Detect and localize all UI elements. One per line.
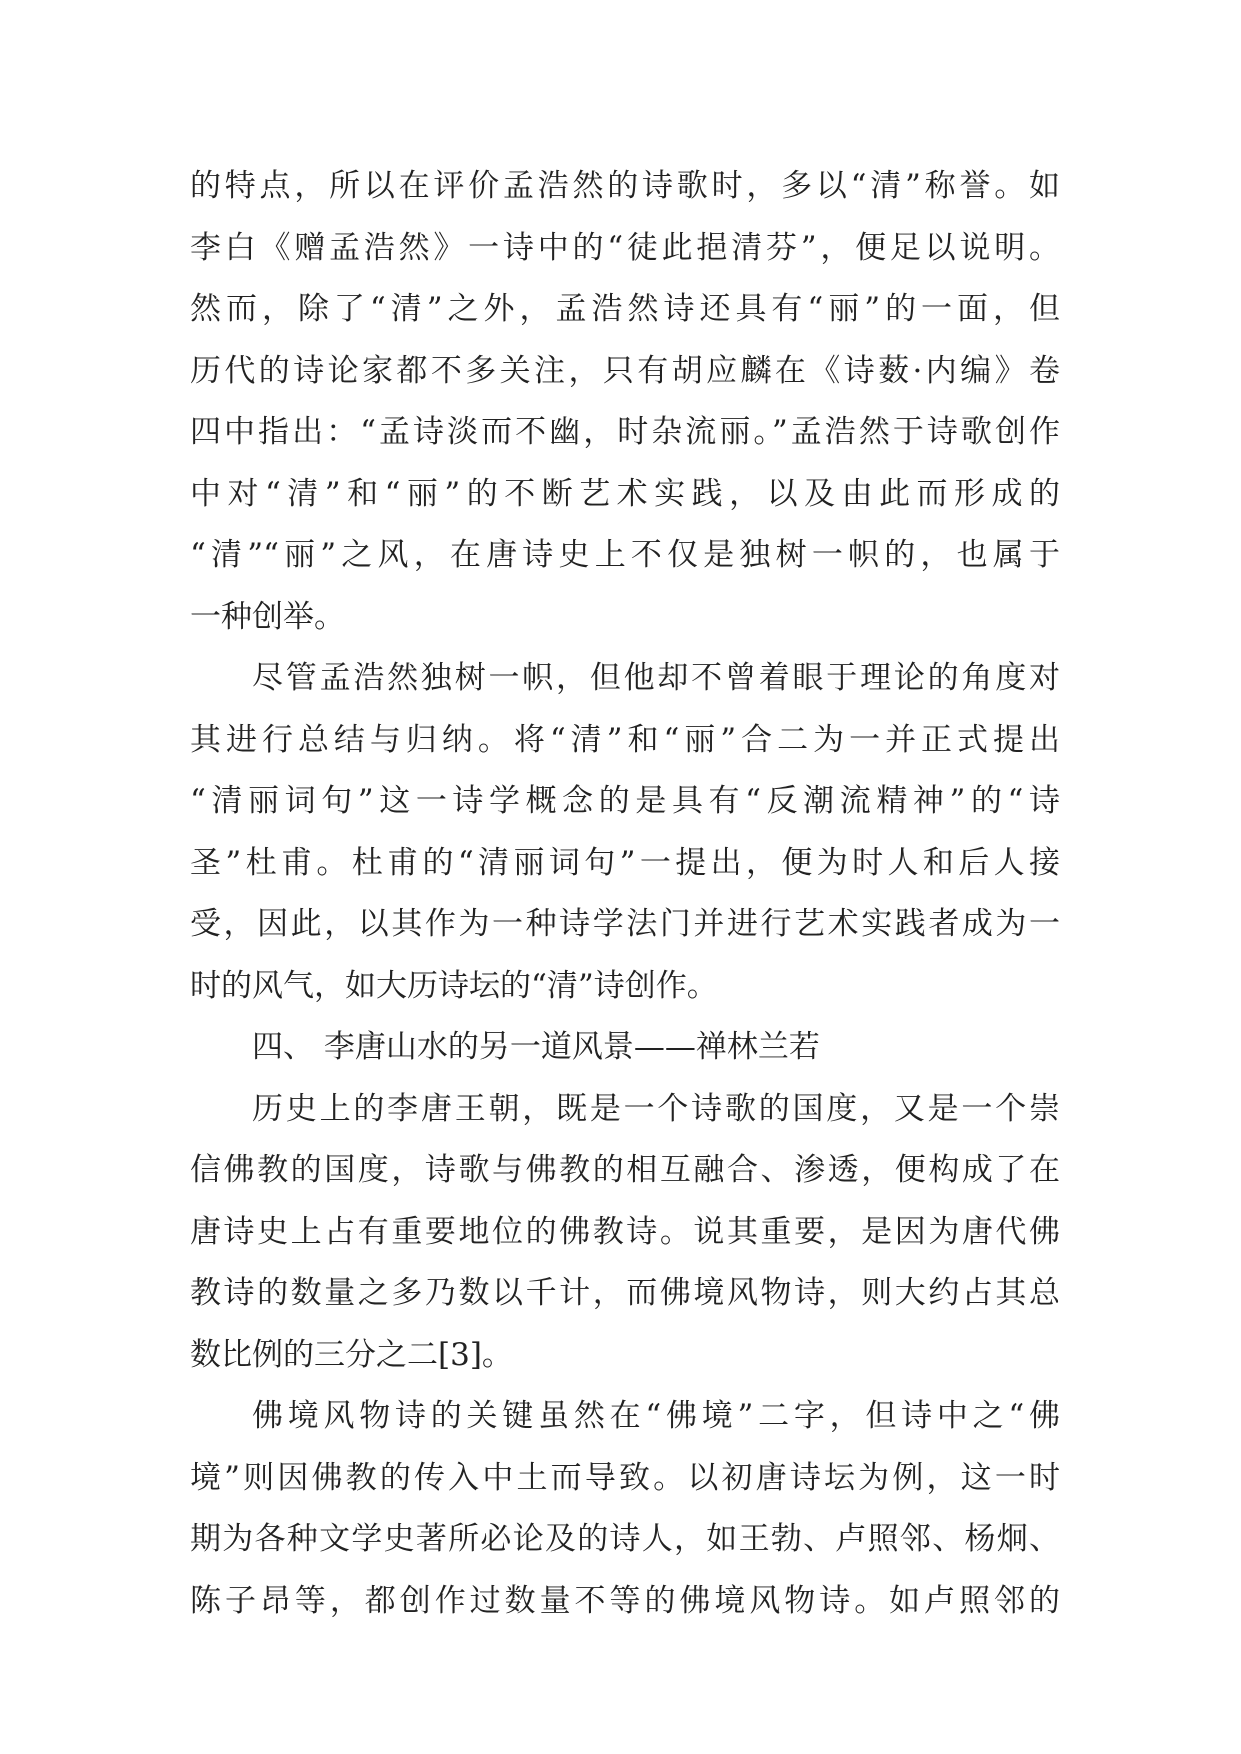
text-line: 历史上的李唐王朝，既是一个诗歌的国度，又是一个崇	[252, 1090, 1060, 1127]
text-line: 圣”杜甫。杜甫的“清丽词句”一提出，便为时人和后人接	[190, 844, 1060, 881]
text-line: “清丽词句”这一诗学概念的是具有“反潮流精神”的“诗	[190, 783, 1060, 819]
text-line: 李白《赠孟浩然》一诗中的“徒此挹清芬”，便足以说明。	[190, 229, 1060, 266]
text-line: 历代的诗论家都不多关注，只有胡应麟在《诗薮·内编》卷	[190, 352, 1060, 389]
text-line: 教诗的数量之多乃数以千计，而佛境风物诗，则大约占其总	[190, 1275, 1060, 1311]
text-line: 四中指出：“孟诗淡而不幽，时杂流丽。”孟浩然于诗歌创作	[190, 414, 1060, 450]
body-text	[190, 156, 1060, 1632]
text-line: 其进行总结与归纳。将“清”和“丽”合二为一并正式提出	[190, 721, 1060, 758]
text-line: 中对“清”和“丽”的不断艺术实践，以及由此而形成的	[190, 475, 1060, 512]
text-line: 的特点，所以在评价孟浩然的诗歌时，多以“清”称誉。如	[190, 168, 1060, 204]
text-line: 境”则因佛教的传入中土而导致。以初唐诗坛为例，这一时	[190, 1459, 1060, 1496]
text-line: 数比例的三分之二[3]。	[190, 1336, 513, 1373]
text-line: 陈子昂等，都创作过数量不等的佛境风物诗。如卢照邻的	[190, 1582, 1060, 1619]
text-line: 期为各种文学史著所必论及的诗人，如王勃、卢照邻、杨炯、	[190, 1521, 1060, 1557]
text-line: 唐诗史上占有重要地位的佛教诗。说其重要，是因为唐代佛	[190, 1213, 1060, 1250]
text-line: 受，因此，以其作为一种诗学法门并进行艺术实践者成为一	[190, 906, 1060, 942]
text-line: 时的风气，如大历诗坛的“清”诗创作。	[190, 967, 718, 1004]
text-line: 尽管孟浩然独树一帜，但他却不曾着眼于理论的角度对	[252, 660, 1060, 696]
text-line: 信佛教的国度，诗歌与佛教的相互融合、渗透，便构成了在	[190, 1152, 1060, 1188]
section-heading: 四、 李唐山水的另一道风景——禅林兰若	[252, 1029, 820, 1065]
text-line: 然而，除了“清”之外，孟浩然诗还具有“丽”的一面，但	[190, 291, 1060, 327]
text-line: “清”“丽”之风，在唐诗史上不仅是独树一帜的，也属于	[190, 537, 1060, 573]
text-line: 一种创举。	[190, 598, 345, 635]
text-line: 佛境风物诗的关键虽然在“佛境”二字，但诗中之“佛	[252, 1398, 1060, 1434]
